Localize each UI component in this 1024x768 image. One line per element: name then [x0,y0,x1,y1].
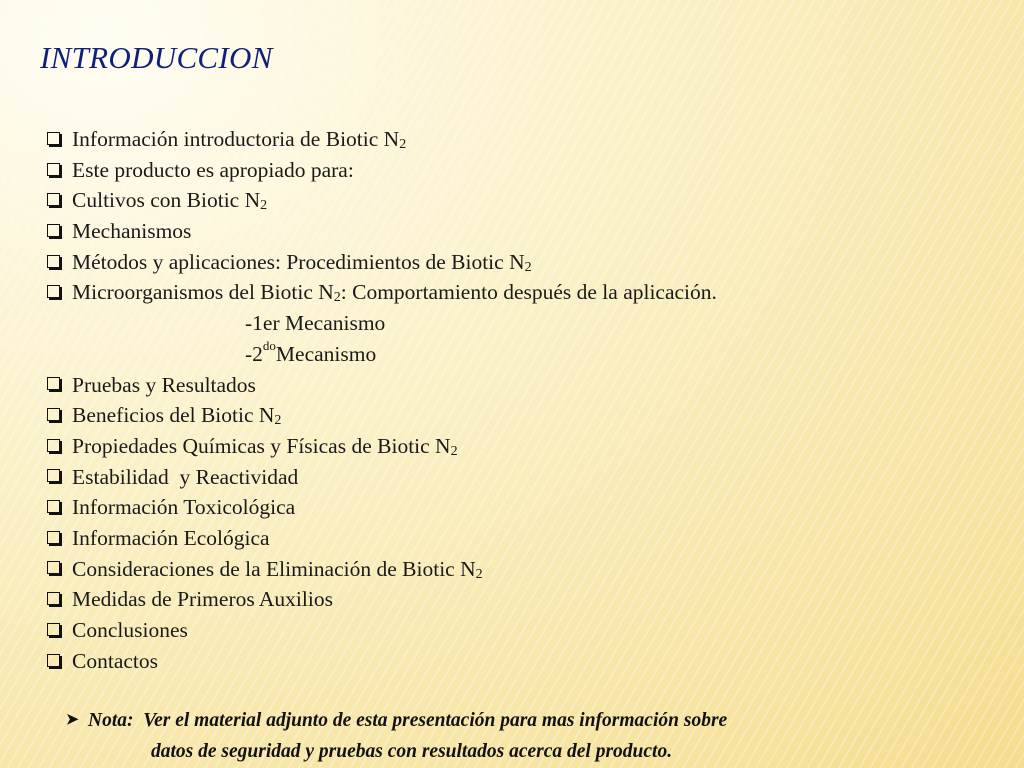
checkbox-bullet-icon [47,531,60,544]
checkbox-bullet-icon [47,408,60,421]
checkbox-bullet-icon [47,623,60,636]
topic-list [45,124,717,676]
list-item-text: Conclusiones [72,618,188,642]
list-item-text: Mechanismos [72,219,192,244]
list-item-text: Microorganismos del Biotic N [72,280,334,305]
checkbox-bullet-icon [47,377,60,390]
list-item [45,646,717,677]
list-item-text: Información Toxicológica [72,495,296,520]
sub-item-rest: Mecanismo [275,341,377,366]
note [66,706,866,766]
list-item [45,124,717,155]
checkbox-bullet-icon [47,193,60,206]
list-item-text: Información Ecológica [72,525,270,550]
subscript: 2 [450,443,458,459]
subscript: 2 [524,259,532,275]
list-item [45,370,717,401]
checkbox-bullet-icon [47,592,60,605]
checkbox-bullet-icon [47,439,60,452]
list-item [45,277,717,308]
list-item-text: Métodos y aplicaciones: Procedimientos de Biotic N [72,249,525,274]
checkbox-bullet-icon [47,163,60,176]
checkbox-bullet-icon [47,500,60,513]
list-item [45,185,717,216]
list-item [45,492,717,523]
list-item [45,216,717,247]
note-line-1: Nota: Ver el material adjunto de esta presentación para mas información sobre [88,710,728,731]
list-item [45,554,717,585]
sub-list-item [45,339,717,370]
note-line-2: datos de seguridad y pruebas con resultados acerca del producto. [151,741,673,762]
list-item-text: Este producto es apropiado para: [72,157,354,182]
subscript: 2 [333,290,341,306]
list-item [45,523,717,554]
subscript: 2 [399,137,407,152]
checkbox-bullet-icon [47,224,60,237]
list-item [45,400,717,431]
list-item-text: Pruebas y Resultados [72,372,256,397]
list-item [45,615,717,646]
list-item-text: Consideraciones de la Eliminación de Biotic N [72,556,476,581]
list-item [45,431,717,462]
list-item [45,247,717,278]
arrow-bullet-icon: ➤ [66,712,79,728]
checkbox-bullet-icon [47,255,60,268]
sub-item-text: -1er Mecanismo [245,311,386,336]
checkbox-bullet-icon [47,285,60,298]
list-item-text: Información introductoria de Biotic N [72,127,400,151]
sub-list-item [45,308,717,339]
slide-title: INTRODUCCION [40,40,273,75]
checkbox-bullet-icon [47,561,60,574]
list-item-text: Estabilidad y Reactividad [72,464,299,489]
list-item-text-after: : Comportamiento después de la aplicación. [340,280,717,305]
list-item [45,584,717,615]
list-item-text: Beneficios del Biotic N [72,403,275,428]
list-item-text: Propiedades Químicas y Físicas de Biotic N [72,433,451,458]
sub-item-prefix: -2 [245,341,263,366]
checkbox-bullet-icon [47,469,60,482]
checkbox-bullet-icon [47,654,60,667]
subscript: 2 [260,198,268,214]
subscript: 2 [274,413,282,429]
subscript: 2 [475,566,483,582]
list-item-text: Contactos [72,648,158,673]
list-item [45,462,717,493]
list-item [45,155,717,186]
list-item-text: Cultivos con Biotic N [72,188,261,213]
list-item-text: Medidas de Primeros Auxilios [72,587,333,612]
superscript: do [262,337,276,353]
checkbox-bullet-icon [47,132,60,145]
